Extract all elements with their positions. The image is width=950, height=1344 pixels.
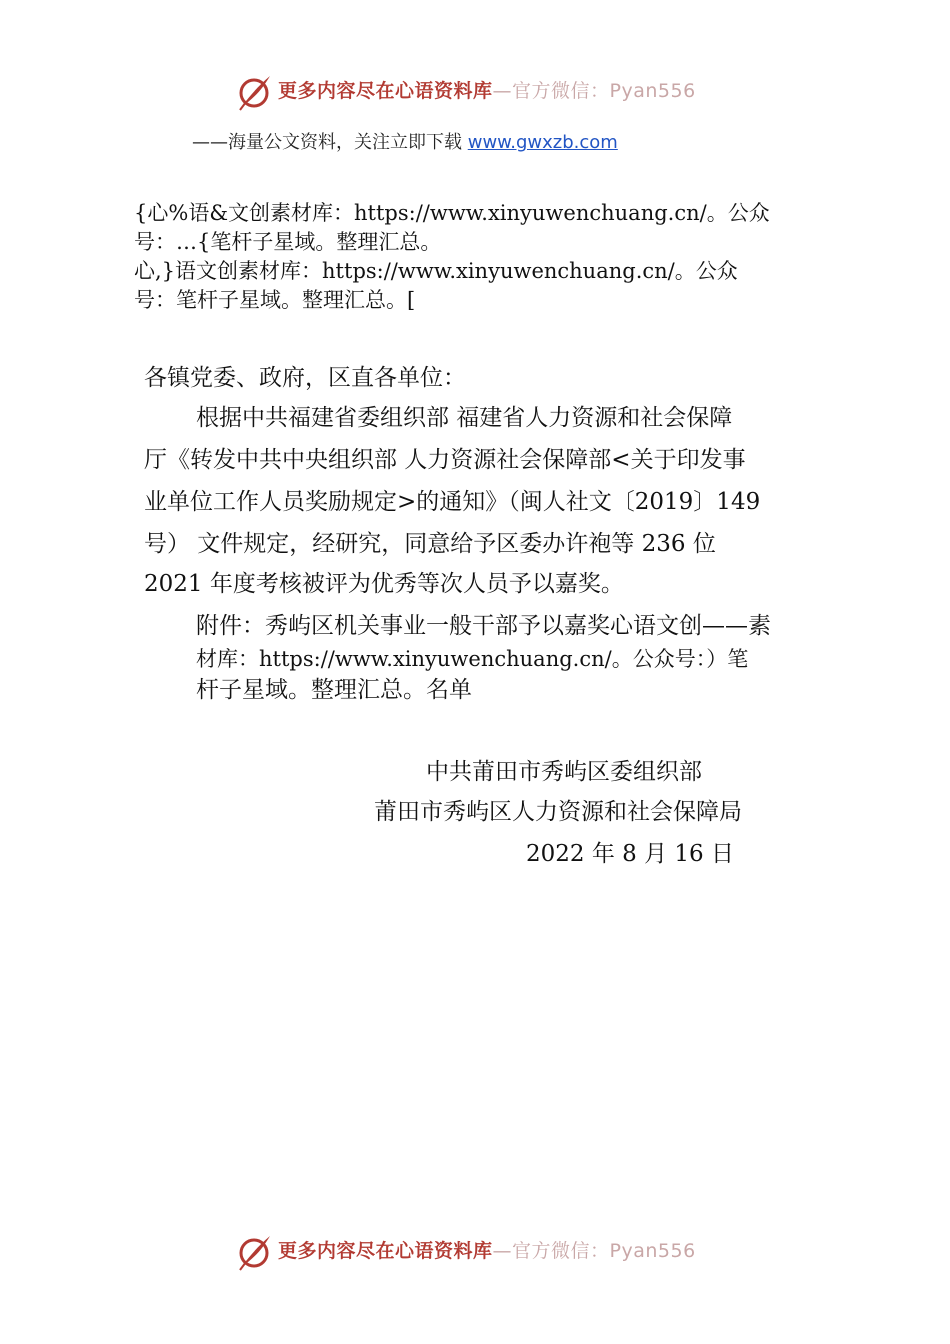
banner-id: Pyan556 (609, 80, 696, 102)
banner-text (278, 76, 696, 103)
body-line: 业单位工作人员奖励规定>的通知》（闽人社文〔2019〕149 (144, 489, 761, 515)
attachment-line: 材库：https://www.xinyuwenchuang.cn/。公众号：）笔 (196, 647, 749, 671)
header-banner (0, 70, 950, 118)
banner-id: Pyan556 (609, 1240, 696, 1262)
download-link[interactable]: www.gwxzb.com (467, 132, 618, 153)
body-line: 2021 年度考核被评为优秀等次人员予以嘉奖。 (144, 571, 624, 597)
download-subtitle (192, 128, 618, 154)
watermark-line: 号：…{笔杆子星域。整理汇总。 (134, 230, 442, 254)
body-line: 根据中共福建省委组织部 福建省人力资源和社会保障 (196, 405, 733, 431)
feather-seal-icon (234, 1232, 274, 1272)
footer-banner (0, 1230, 950, 1278)
watermark-line: 心,}语文创素材库：https://www.xinyuwenchuang.cn/。公众 (134, 259, 738, 283)
subtitle-prefix: ——海量公文资料，关注立即下载 (192, 132, 468, 153)
watermark-line: 号：笔杆子星域。整理汇总。[ (134, 288, 416, 312)
salutation: 各镇党委、政府，区直各单位： (144, 365, 466, 391)
attachment-line: 杆子星域。整理汇总。名单 (196, 677, 472, 703)
banner-main: 更多内容尽在心语资料库 (278, 80, 493, 102)
signature-org1: 中共莆田市秀屿区委组织部 (426, 759, 702, 785)
banner-dash: —官方微信： (492, 1240, 610, 1262)
signature-org2: 莆田市秀屿区人力资源和社会保障局 (374, 799, 742, 825)
body-line: 号） 文件规定，经研究，同意给予区委办许袍等 236 位 (144, 531, 716, 557)
body-line: 厅《转发中共中央组织部 人力资源社会保障部<关于印发事 (144, 447, 746, 473)
banner-text (278, 1236, 696, 1263)
banner-dash: —官方微信： (492, 80, 610, 102)
banner-main: 更多内容尽在心语资料库 (278, 1240, 493, 1262)
signature-date: 2022 年 8 月 16 日 (526, 841, 734, 867)
feather-seal-icon (234, 72, 274, 112)
attachment-line: 附件：秀屿区机关事业一般干部予以嘉奖心语文创——素 (196, 613, 771, 639)
watermark-line: {心%语&文创素材库：https://www.xinyuwenchuang.cn/。公众 (134, 201, 770, 225)
